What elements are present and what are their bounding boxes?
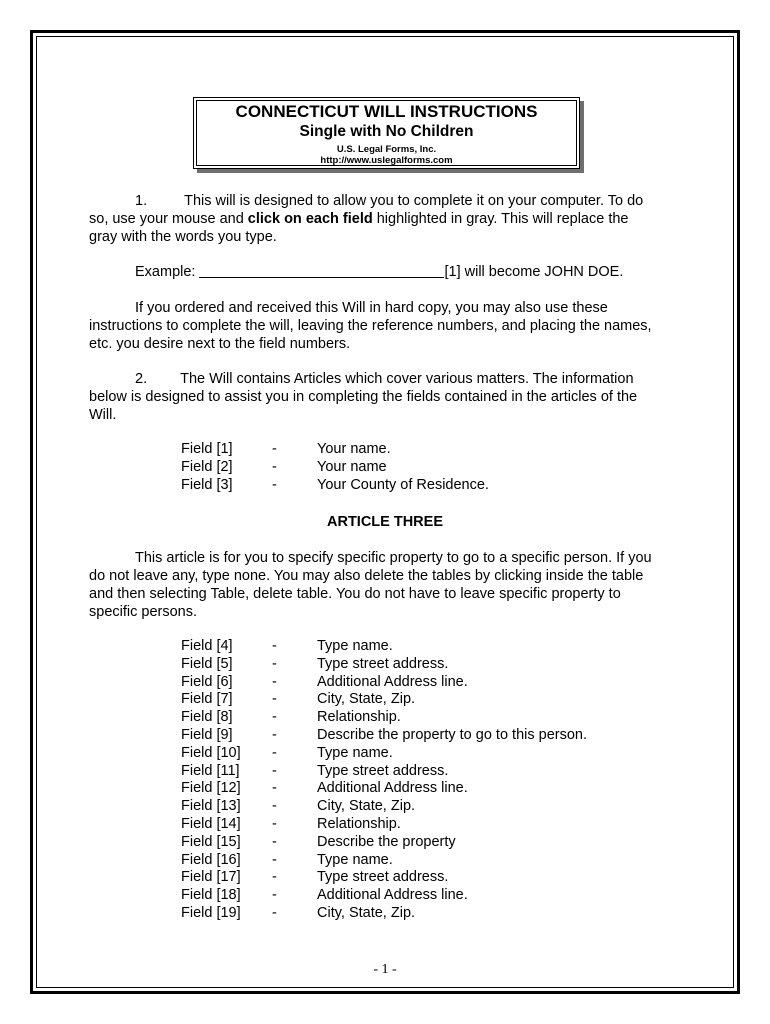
field-row: Field [4] - Type name. bbox=[181, 638, 393, 654]
article-three-paragraph: This article is for you to specify specific property to go to a specific person. If you do not leave any, type none. You may also delete the tables by clicking inside the table and then selecting Table, delete table. You do not have to leave specific property to specific persons. bbox=[89, 550, 652, 620]
example-line bbox=[89, 263, 689, 281]
field-list-article-three bbox=[181, 638, 587, 923]
paragraph-number: 2. bbox=[135, 371, 148, 387]
publisher-url: http://www.uslegalforms.com bbox=[320, 155, 453, 166]
field-row: Field [7] - City, State, Zip. bbox=[181, 691, 416, 708]
field-row: Field [11] - Type street address. bbox=[181, 762, 449, 779]
example-label: Example: bbox=[135, 264, 200, 280]
field-row: Field [1] - Your name. bbox=[181, 441, 391, 457]
field-row: Field [13] - City, State, Zip. bbox=[181, 798, 416, 815]
example-blank-line bbox=[199, 263, 444, 278]
instruction-paragraph-2: If you ordered and received this Will in hard copy, you may also use these instructions to complete the will, leaving the reference numbers, and placing the names, etc. you desire next to the field numbers. bbox=[89, 300, 652, 352]
field-row: Field [3] - Your County of Residence. bbox=[181, 476, 489, 493]
instruction-paragraph-1: 1. This will is designed to allow you to complete it on your computer. To do so, use your mouse and click on each field highlighted in gray. This will replace the gray with the words you type. bbox=[89, 193, 644, 245]
field-row: Field [8] - Relationship. bbox=[181, 709, 401, 726]
field-row: Field [17] - Type street address. bbox=[181, 869, 449, 886]
click-field-emphasis: click on each field bbox=[247, 211, 373, 227]
field-row: Field [14] - Relationship. bbox=[181, 815, 401, 832]
field-list-general bbox=[181, 441, 489, 494]
example-suffix: [1] will become JOHN DOE. bbox=[444, 264, 624, 280]
field-row: Field [10] - Type name. bbox=[181, 744, 393, 761]
article-three-heading: ARTICLE THREE bbox=[327, 514, 443, 530]
page-number: - 1 - bbox=[373, 962, 397, 977]
field-row: Field [5] - Type street address. bbox=[181, 655, 449, 672]
field-row: Field [9] - Describe the property to go to this person. bbox=[181, 726, 588, 743]
field-row: Field [15] - Describe the property bbox=[181, 833, 456, 850]
title-box bbox=[193, 97, 580, 169]
field-row: Field [19] - City, State, Zip. bbox=[181, 904, 416, 921]
document-title: CONNECTICUT WILL INSTRUCTIONS bbox=[235, 102, 538, 121]
field-row: Field [12] - Additional Address line. bbox=[181, 780, 468, 797]
publisher-name: U.S. Legal Forms, Inc. bbox=[336, 144, 437, 155]
field-row: Field [6] - Additional Address line. bbox=[181, 673, 468, 690]
field-row: Field [2] - Your name bbox=[181, 458, 387, 475]
field-row: Field [18] - Additional Address line. bbox=[181, 887, 468, 904]
field-row: Field [16] - Type name. bbox=[181, 851, 393, 868]
instruction-paragraph-3: 2. The Will contains Articles which cover various matters. The information below is designed to assist you in completing the fields contained in the articles of the Will. bbox=[89, 371, 638, 423]
paragraph-number: 1. bbox=[135, 193, 148, 209]
document-subtitle: Single with No Children bbox=[299, 123, 474, 140]
